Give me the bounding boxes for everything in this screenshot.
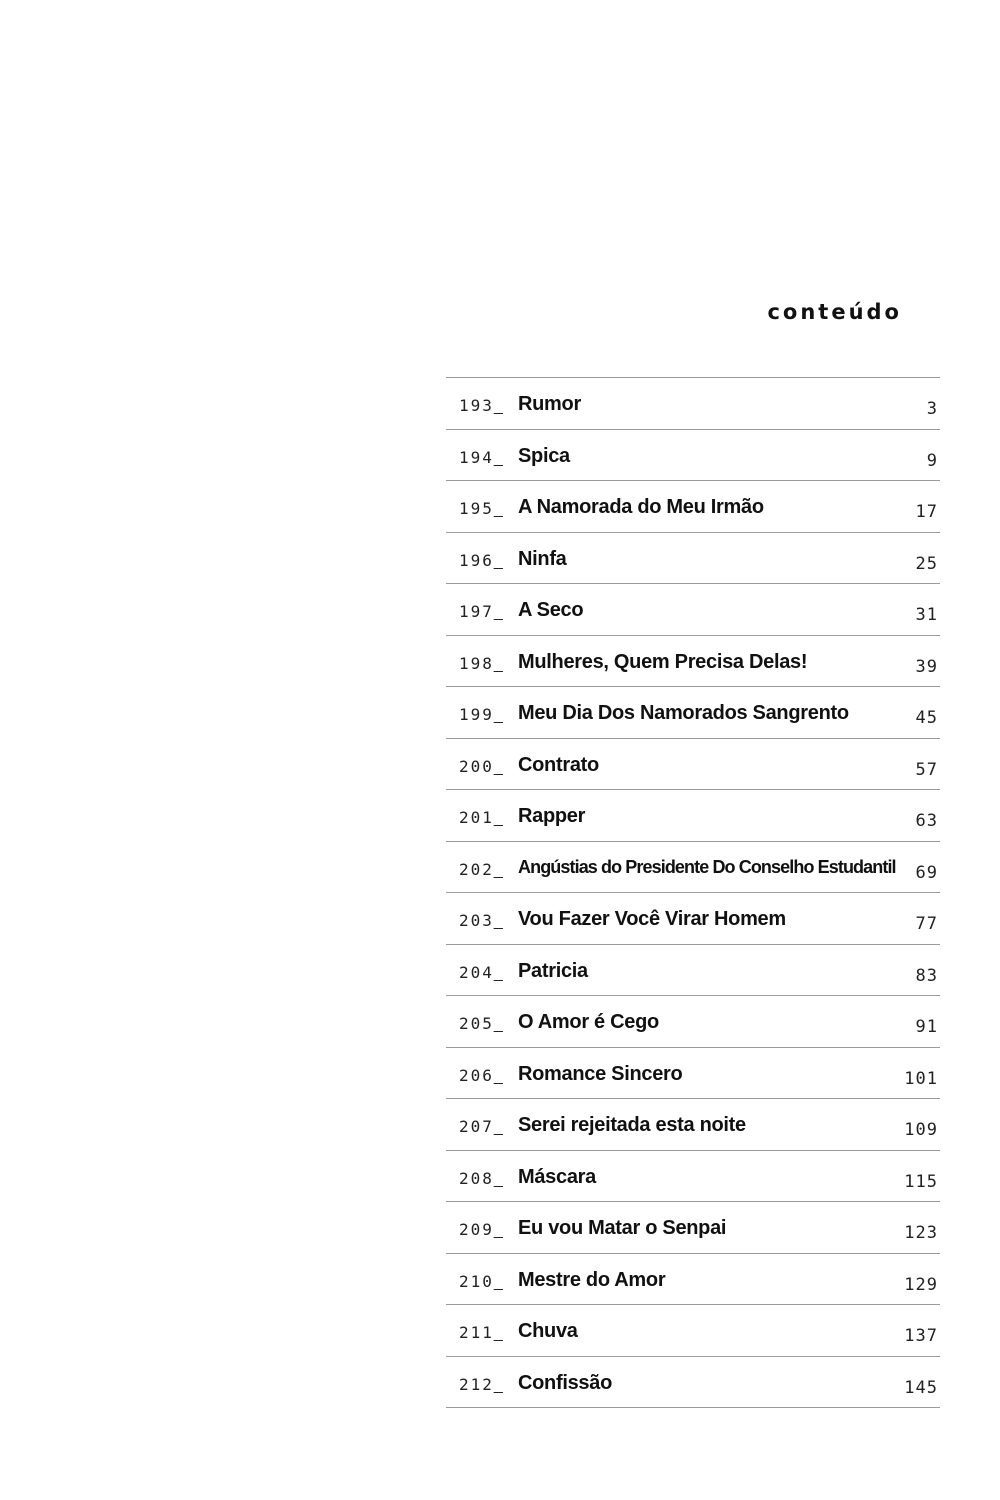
chapter-title: Chuva [518,1320,578,1342]
number-separator: _ [493,552,503,570]
number-separator: _ [493,810,503,827]
number-separator: _ [493,655,503,673]
page-number: 17 [915,502,938,522]
chapter-title: O Amor é Cego [518,1011,659,1033]
number-separator: _ [493,1325,503,1342]
toc-entry [446,378,940,430]
chapter-title: Romance Sincero [518,1062,683,1085]
page-number: 45 [915,708,938,728]
page-number: 137 [904,1326,938,1346]
toc-entry [446,790,940,842]
chapter-number: 200 [459,756,494,776]
page-number: 129 [904,1274,938,1295]
chapter-number: 199 [459,705,494,724]
chapter-number: 194 [459,447,494,467]
chapter-title: Mestre do Amor [518,1268,666,1291]
toc-entry [446,1048,940,1100]
chapter-number: 201 [459,808,494,827]
toc-entry [446,1151,940,1203]
chapter-title: Meu Dia Dos Namorados Sangrento [518,702,849,724]
chapter-title: Rapper [518,805,586,827]
chapter-title: Eu vou Matar o Senpai [518,1217,727,1239]
chapter-title: Vou Fazer Você Virar Homem [518,908,786,930]
chapter-title: Confissão [518,1371,612,1394]
chapter-number: 209 [459,1220,494,1239]
chapter-title: Serei rejeitada esta noite [518,1114,746,1136]
chapter-number: 208 [459,1168,494,1188]
number-separator: _ [493,1067,503,1085]
toc-entry [446,1357,940,1409]
number-separator: _ [493,1170,503,1188]
number-separator: _ [493,707,503,724]
chapter-title: Patricia [518,959,588,982]
number-separator: _ [493,964,503,982]
number-separator: _ [493,398,503,415]
chapter-number: 204 [459,962,494,982]
chapter-title: Rumor [518,393,581,415]
page-number: 25 [915,553,938,574]
toc-entry [446,430,940,482]
toc-entry [446,1305,940,1357]
toc-entry [446,1202,940,1254]
page-number: 109 [904,1120,938,1140]
number-separator: _ [493,1222,503,1239]
number-separator: _ [493,1119,503,1136]
chapter-number: 211 [459,1323,494,1342]
chapter-number: 195 [459,499,494,518]
toc-entry [446,584,940,636]
toc-entry [446,945,940,997]
number-separator: _ [493,913,503,930]
page-number: 63 [915,811,938,831]
toc-entry [446,481,940,533]
chapter-title: Contrato [518,753,599,776]
page-number: 91 [915,1017,938,1037]
page-number: 101 [904,1068,938,1089]
page-number: 83 [915,965,938,986]
toc-entry [446,893,940,945]
chapter-number: 197 [459,602,494,621]
page-number: 39 [915,656,938,677]
chapter-title: A Seco [518,599,584,621]
chapter-title: Máscara [518,1165,596,1188]
number-separator: _ [493,449,503,467]
page-number: 9 [926,450,938,471]
chapter-number: 203 [459,911,494,930]
chapter-title: Ninfa [518,547,567,570]
toc-entry [446,687,940,739]
toc-entry [446,1254,940,1306]
chapter-number: 210 [459,1271,494,1291]
chapter-number: 206 [459,1065,494,1085]
chapter-title: A Namorada do Meu Irmão [518,496,764,518]
chapter-number: 193 [459,396,494,415]
chapter-title: Mulheres, Quem Precisa Delas! [518,650,808,673]
number-separator: _ [493,1376,503,1394]
chapter-number: 212 [459,1374,494,1394]
toc-entry [446,842,940,894]
chapter-number: 205 [459,1014,494,1033]
toc-entry [446,739,940,791]
chapter-number: 207 [459,1117,494,1136]
chapter-title: Spica [518,444,570,467]
number-separator: _ [493,1273,503,1291]
number-separator: _ [493,501,503,518]
toc-heading: conteúdo [767,300,902,324]
number-separator: _ [493,604,503,621]
number-separator: _ [493,861,503,879]
page-number: 115 [904,1171,938,1192]
page-number: 31 [915,605,938,625]
page-number: 69 [915,862,938,883]
toc-entry [446,1099,940,1151]
toc-entry [446,636,940,688]
number-separator: _ [493,1016,503,1033]
chapter-number: 198 [459,653,494,673]
page-number: 145 [904,1377,938,1398]
toc-entry [446,996,940,1048]
chapter-title: Angústias do Presidente Do Conselho Estudantil [518,856,896,877]
toc-entry [446,533,940,585]
number-separator: _ [493,758,503,776]
page-number: 77 [915,914,938,934]
chapter-number: 202 [459,859,494,879]
page-number: 3 [926,399,938,419]
toc-list [446,377,940,1408]
chapter-number: 196 [459,550,494,570]
page-number: 57 [915,759,938,780]
page-number: 123 [904,1223,938,1243]
